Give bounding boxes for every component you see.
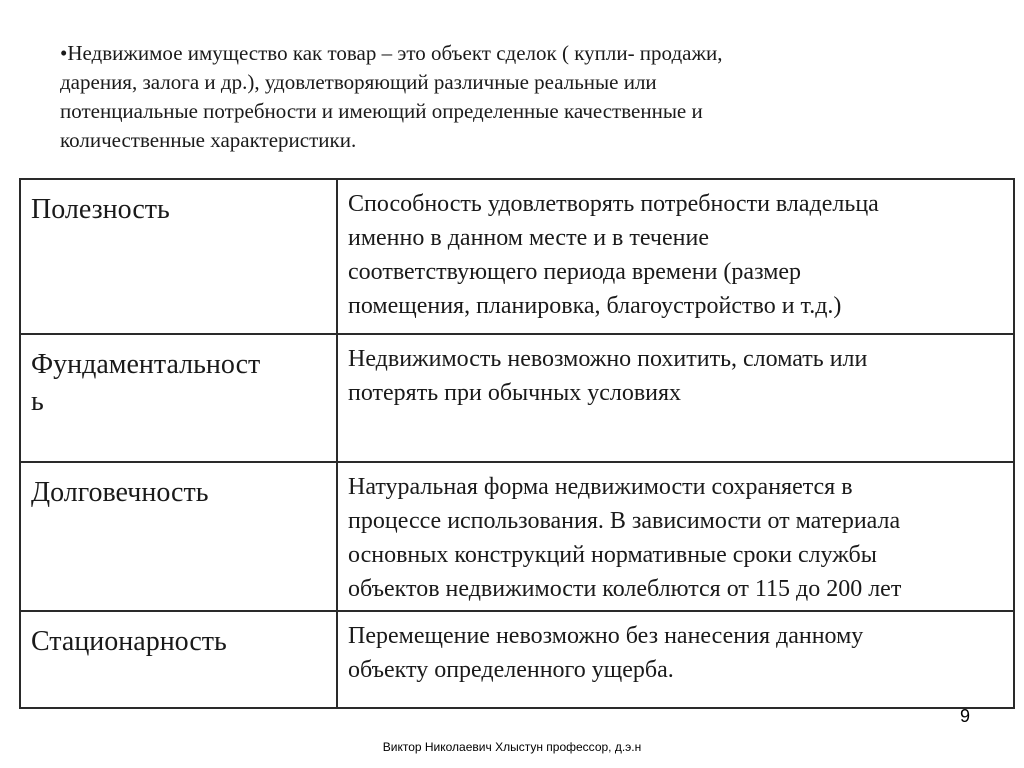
description-line: объекту определенного ущерба. xyxy=(348,657,674,683)
description-line: Перемещение невозможно без нанесения данному xyxy=(348,623,864,649)
description-cell xyxy=(337,462,1014,611)
description-cell xyxy=(337,611,1014,708)
page-number: 9 xyxy=(959,706,970,726)
term-cell xyxy=(20,462,337,611)
table-row-immobility xyxy=(20,611,1014,708)
description-line: потерять при обычных условиях xyxy=(348,380,682,406)
term-cell xyxy=(20,179,337,334)
description-line: основных конструкций нормативные сроки службы xyxy=(348,542,877,568)
description-cell xyxy=(337,334,1014,462)
term-line: ь xyxy=(31,386,44,417)
description-line: именно в данном месте и в течение xyxy=(348,225,709,251)
description-line: объектов недвижимости колеблются от 115 до 200 лет xyxy=(348,576,902,602)
intro-line: •Недвижимое имущество как товар – это объект сделок ( купли- продажи, xyxy=(60,41,723,65)
description-line: Способность удовлетворять потребности владельца xyxy=(348,191,879,217)
intro-line: потенциальные потребности и имеющий определенные качественные и xyxy=(60,99,703,123)
characteristics-table xyxy=(19,178,1015,709)
description-cell xyxy=(337,179,1014,334)
table-row-durability xyxy=(20,462,1014,611)
description-line: Натуральная форма недвижимости сохраняется в xyxy=(348,474,853,500)
term-line: Фундаментальност xyxy=(31,349,261,380)
intro-line: дарения, залога и др.), удовлетворяющий различные реальные или xyxy=(60,70,657,94)
term-cell xyxy=(20,611,337,708)
term-line: Долговечность xyxy=(31,477,209,508)
term-cell xyxy=(20,334,337,462)
term-line: Полезность xyxy=(31,194,170,225)
table-row-utility xyxy=(20,179,1014,334)
term-line: Стационарность xyxy=(31,626,227,657)
intro-paragraph xyxy=(60,39,960,155)
table-row-fundamentality xyxy=(20,334,1014,462)
intro-line: количественные характеристики. xyxy=(60,128,357,152)
description-line: соответствующего периода времени (размер xyxy=(348,259,802,285)
description-line: помещения, планировка, благоустройство и т.д.) xyxy=(348,293,842,319)
description-line: процессе использования. В зависимости от материала xyxy=(348,508,901,534)
description-line: Недвижимость невозможно похитить, сломать или xyxy=(348,346,868,372)
author-footer: Виктор Николаевич Хлыстун профессор, д.э.н xyxy=(382,740,642,754)
